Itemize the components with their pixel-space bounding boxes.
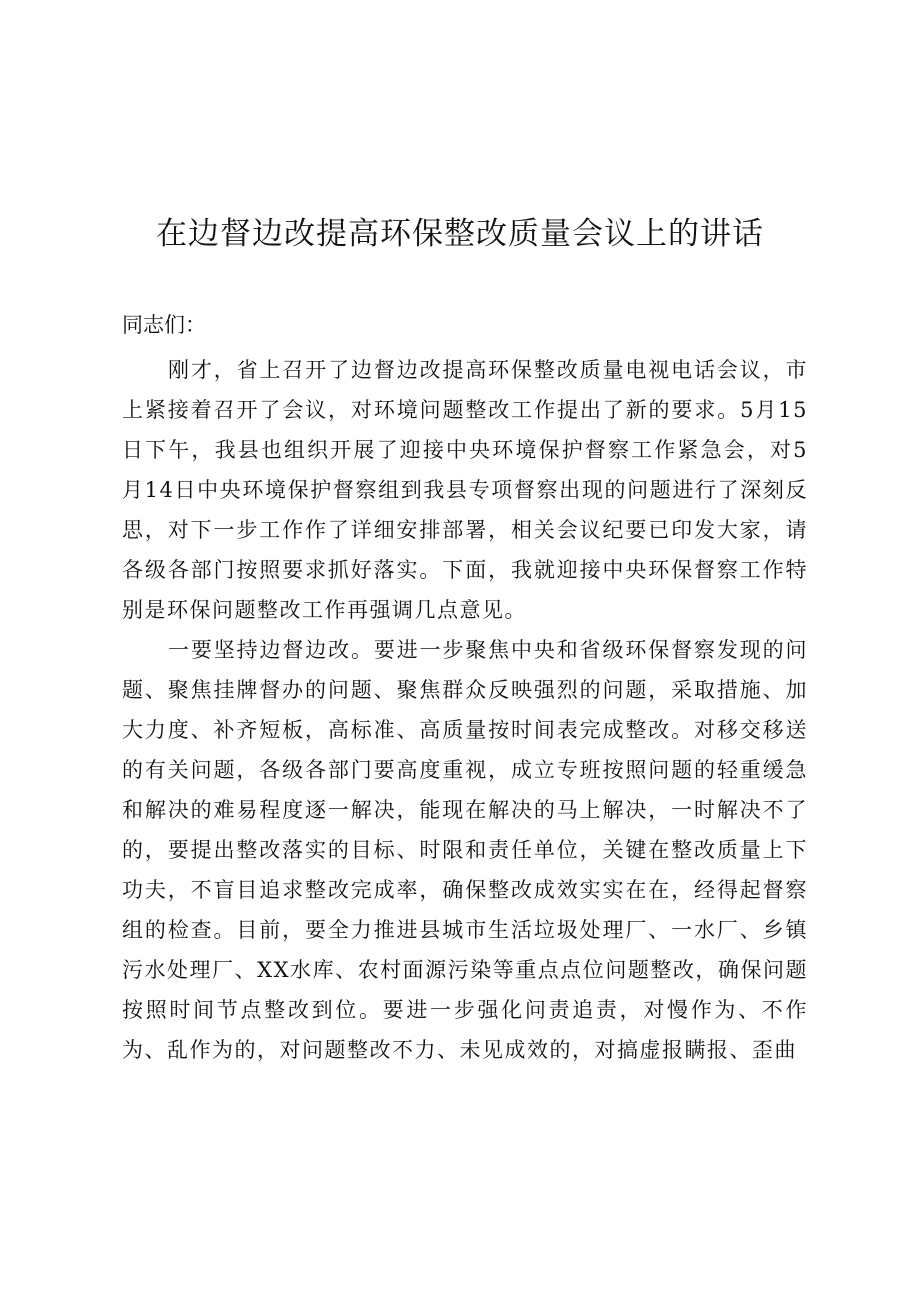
paragraph-1: 刚才，省上召开了边督边改提高环保整改质量电视电话会议，市上紧接着召开了会议，对环境问题整改工作提出了新的要求。5月15日下午，我县也组织开展了迎接中央环境保护督察工作紧急会，对5月14日中央环境保护督察组到我县专项督察出现的问题进行了深刻反思，对下一步工作作了详细安排部署，相关会议纪要已印发大家，请各级各部门按照要求抓好落实。下面，我就迎接中央环保督察工作特别是环保问题整改工作再强调几点意见。	[122, 358, 808, 622]
document-title: 在边督边改提高环保整改质量会议上的讲话	[156, 216, 764, 252]
document-body	[122, 350, 808, 1070]
salutation: 同志们：	[122, 313, 206, 337]
paragraph-2: 一要坚持边督边改。要进一步聚焦中央和省级环保督察发现的问题、聚焦挂牌督办的问题、聚焦群众反映强烈的问题，采取措施、加大力度、补齐短板，高标准、高质量按时间表完成整改。对移交移送的有关问题，各级各部门要高度重视，成立专班按照问题的轻重缓急和解决的难易程度逐一解决，能现在解决的马上解决，一时解决不了的，要提出整改落实的目标、时限和责任单位，关键在整改质量上下功夫，不盲目追求整改完成率，确保整改成效实实在在，经得起督察组的检查。目前，要全力推进县城市生活垃圾处理厂、一水厂、乡镇污水处理厂、XX水库、农村面源污染等重点点位问题整改，确保问题按照时间节点整改到位。要进一步强化问责追责，对慢作为、不作为、乱作为的，对问题整改不力、未见成效的，对搞虚报瞒报、歪曲	[122, 638, 808, 1062]
